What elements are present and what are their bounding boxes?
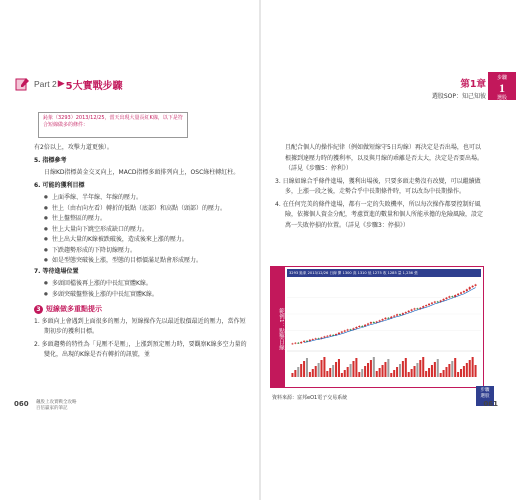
volume-bar [297, 367, 299, 377]
chart-info-bar: 3293 鈊象 2013/12/26 日線 開 1300 高 1310 低 1275 收 1285 量 1,236 張 [287, 269, 481, 277]
section-number: 3 [34, 305, 43, 314]
volume-bar [451, 361, 453, 377]
volume-bar [457, 372, 459, 377]
candle-body [434, 302, 436, 303]
candle-body [399, 314, 401, 315]
candle-body [382, 319, 384, 320]
volume-bar [416, 363, 418, 377]
footer-tab-top: 步驟 [480, 388, 490, 393]
volume-bar [382, 365, 384, 377]
continued-paragraph: 且配合個人的操作紀律（例如做短線守5日均線）再決定是否出場，也可以根據到達壓力時的獲利率，以及與月線的乖離是否太大，決定是否要出場。（詳見《步驟5：停利》） [285, 144, 484, 172]
moving-average-line [304, 288, 475, 343]
part-label: Part 2 [34, 79, 57, 89]
item6-bullet: ● 往上出大量的K線被跌破後，造成後來上漲的壓力。 [34, 235, 249, 246]
volume-bar [422, 357, 424, 377]
numbered-item: 3. 日線如線合乎條件進場，獲利出場後，只要多頭走勢沒有改變，可以繼續做多，上漲一段之後，走勢合乎中長期條件時，可以改為中長期操作。 [275, 177, 481, 195]
item6-heading: 6. 可能的獲利目標 [34, 181, 85, 189]
candle-body [344, 331, 346, 332]
tip-item: 2. 多頭趨勢的特性為「見壓不是壓」，上漲到預定壓力時，要觀察K線多空力量的變化，出現的K線是否有轉折的訊號，並 [34, 340, 247, 358]
volume-bar [379, 368, 381, 377]
section-heading [34, 304, 249, 315]
tip-item: 1. 多頭向上會遇到上面很多的壓力，短線操作先以最近股價最近的壓力，當作短期初步的獲利目標。 [34, 317, 246, 335]
candle-body [291, 343, 293, 344]
volume-bar [323, 357, 325, 377]
volume-bar [460, 369, 462, 377]
volume-bar [387, 359, 389, 377]
candle-body [425, 305, 427, 306]
candle-body [384, 318, 386, 319]
page-number-left: 060 [14, 400, 29, 408]
candle-body [475, 285, 477, 286]
volume-bar [469, 360, 471, 377]
volume-bar [419, 360, 421, 377]
volume-bar [318, 363, 320, 377]
volume-bar [367, 363, 369, 377]
volume-bar [326, 371, 328, 377]
candle-body [387, 318, 389, 319]
volume-bar [475, 365, 477, 377]
volume-bar [344, 370, 346, 377]
page-number-right: 061 [483, 400, 498, 408]
volume-bar [428, 368, 430, 377]
volume-bar [355, 358, 357, 377]
candle-body [323, 336, 325, 337]
candle-body [466, 289, 468, 291]
volume-bar [291, 373, 293, 377]
volume-bar [364, 366, 366, 377]
volume-bar [448, 364, 450, 377]
volume-bar [434, 362, 436, 377]
candle-body [469, 287, 471, 289]
candle-body [338, 333, 340, 334]
volume-bar [440, 373, 442, 377]
candle-body [443, 299, 445, 301]
candle-body [448, 296, 450, 297]
candle-body [472, 286, 474, 287]
volume-bar [390, 373, 392, 377]
item6-bullet: ● 往上大量向下跳空形成缺口的壓力。 [34, 225, 249, 236]
volume-bar [361, 369, 363, 377]
step-badge-bottom: 選股 [496, 95, 507, 102]
footer-left [36, 400, 77, 412]
volume-bar [303, 361, 305, 377]
page-gutter [259, 0, 261, 500]
chart-callout: 鈊象（3293）2013/12/25，當天出現大量長紅K線，以下是符合短線做多的條件： [38, 112, 188, 138]
candle-body [416, 308, 418, 309]
item5-body: 日線KD指標黃金交叉向上，MACD指標多頭排列向上，OSC綠柱轉紅柱。 [44, 169, 240, 176]
volume-bar [472, 357, 474, 377]
chapter-subtitle: 選股SOP：知己知彼 [431, 93, 486, 100]
chart-figure [270, 266, 484, 388]
candle-body [373, 322, 375, 323]
item6-bullet: ● 往上盤整區的壓力。 [34, 214, 249, 225]
candle-body [303, 341, 305, 342]
volume-bar [425, 371, 427, 377]
volume-bar [463, 366, 465, 377]
volume-bar [309, 372, 311, 377]
volume-bar [335, 362, 337, 377]
volume-bar [408, 372, 410, 377]
candle-body [294, 343, 296, 344]
candle-body [428, 304, 430, 305]
book-icon [14, 76, 30, 92]
footer-line: 飆股上攻實戰全攻略 [36, 400, 77, 405]
item7-heading: 7. 等待進場位置 [34, 267, 79, 275]
candle-body [350, 329, 352, 330]
volume-bar [306, 358, 308, 377]
volume-bar [384, 362, 386, 377]
candle-body [405, 312, 407, 313]
candle-body [431, 303, 433, 304]
step-badge-top: 步驟 [496, 75, 507, 81]
volume-bar [411, 369, 413, 377]
volume-bar [445, 367, 447, 377]
volume-bar [352, 361, 354, 377]
chapter-header [432, 76, 486, 100]
volume-bar [405, 358, 407, 377]
candle-body [463, 291, 465, 292]
candle-body [422, 306, 424, 308]
candle-body [367, 324, 369, 325]
volume-bar [437, 359, 439, 377]
candle-body [457, 294, 459, 295]
volume-bar [443, 370, 445, 377]
candle-body [355, 327, 357, 328]
candlestick-chart [287, 277, 481, 379]
volume-bar [358, 372, 360, 377]
volume-bar [431, 365, 433, 377]
footer-tab-bottom: 選股 [480, 394, 490, 399]
candle-body [315, 338, 317, 339]
volume-bar [312, 369, 314, 377]
volume-bar [329, 368, 331, 377]
candle-body [329, 335, 331, 336]
item5-heading: 5. 指標參考 [34, 156, 67, 164]
section-title: 短線做多重點提示 [46, 305, 102, 313]
figure-tab: 範例1：點擊日線 [271, 267, 285, 387]
candle-body [370, 322, 372, 323]
volume-bar [294, 370, 296, 377]
figure-caption: 資料來源：富邦eO1電子交易系統 [272, 395, 348, 401]
volume-bar [454, 358, 456, 377]
candle-body [437, 302, 439, 303]
volume-bar [466, 363, 468, 377]
chapter-number: 第1章 [460, 79, 486, 90]
item7-bullet: ● 多頭突破盤整後上漲的中長紅實體K線。 [34, 290, 249, 301]
volume-bar [347, 367, 349, 377]
part-header [14, 76, 123, 92]
candle-body [396, 314, 398, 315]
item6-bullet: ● 往上（由右向左看）轉折的低點（底部）和高點（頭部）的壓力。 [34, 204, 249, 215]
volume-bar [396, 367, 398, 377]
candle-body [341, 332, 343, 333]
candle-body [358, 326, 360, 327]
candle-body [347, 329, 349, 330]
volume-bar [350, 364, 352, 377]
volume-bar [320, 360, 322, 377]
footer-line: 百倍贏家的筆記 [36, 406, 68, 411]
volume-bar [402, 361, 404, 377]
arrow-right-icon: ▶ [57, 79, 65, 89]
item7-bullet: ● 多頭回檔後再上漲的中長紅實體K線。 [34, 279, 249, 290]
item6-bullet: ● 如是型態突破後上漲，型態的目標價滿足點會形成壓力。 [34, 256, 249, 267]
part-title: 5大實戰步驟 [65, 80, 123, 92]
numbered-item: 4. 在任何完美的條件進場，都有一定的失敗機率，所以每次操作都要控制好風險，依據個人資金分配，考慮買進的數量和個人所能承擔的危險風險，設定萬一失敗停損的位置。（詳見《步驟3：停損》） [275, 200, 484, 229]
intro-line: 有2倍以上，攻擊力道更強）。 [34, 144, 113, 151]
candle-body [326, 336, 328, 337]
volume-bar [300, 364, 302, 377]
candle-body [361, 326, 363, 327]
volume-bar [399, 364, 401, 377]
candle-body [408, 311, 410, 312]
volume-bar [315, 366, 317, 377]
right-page-body [275, 143, 485, 233]
volume-bar [338, 359, 340, 377]
volume-bar [393, 370, 395, 377]
chart-panel [287, 269, 481, 379]
step-badge [488, 72, 516, 100]
candle-body [460, 292, 462, 293]
step-badge-number: 1 [499, 81, 505, 95]
candle-body [306, 341, 308, 342]
volume-bar [332, 365, 334, 377]
candle-body [451, 296, 453, 297]
candle-body [393, 316, 395, 317]
candle-body [379, 320, 381, 321]
left-page-body [34, 143, 249, 363]
volume-bar [373, 357, 375, 377]
volume-bar [376, 371, 378, 377]
candle-body [445, 298, 447, 299]
volume-bar [370, 360, 372, 377]
candle-body [312, 339, 314, 340]
item6-bullet: ● 上面季線、半年線、年線的壓力。 [34, 193, 249, 204]
candle-body [297, 343, 299, 344]
candle-body [413, 308, 415, 309]
candle-body [300, 342, 302, 343]
item6-bullet: ● 下跌趨勢形成的下降切線壓力。 [34, 246, 249, 257]
volume-bar [413, 366, 415, 377]
candle-body [411, 309, 413, 310]
volume-bar [341, 373, 343, 377]
